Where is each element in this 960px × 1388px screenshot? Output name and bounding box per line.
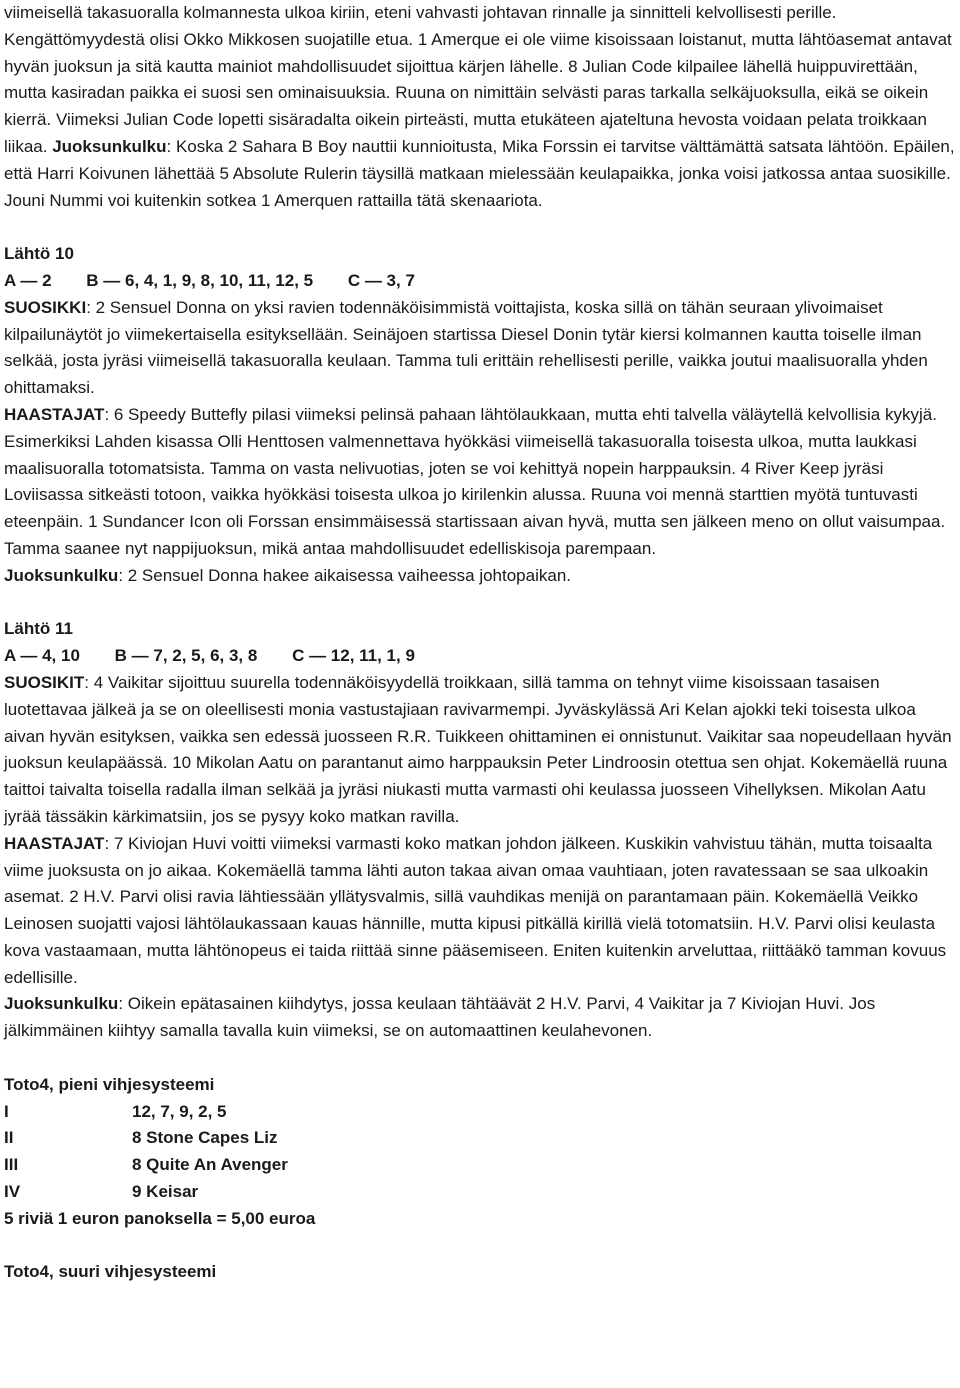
suosikit-label: SUOSIKIT (4, 672, 85, 692)
toto4-row-num: I (4, 1101, 9, 1121)
race-11-suosikit (4, 670, 960, 831)
haastajat-label: HAASTAJAT (4, 833, 105, 853)
toto4-row-num: II (4, 1128, 14, 1148)
race-10-group-b: B — 6, 4, 1, 9, 8, 10, 11, 12, 5 (86, 270, 314, 290)
race-11-groups (4, 643, 960, 670)
juoksunkulku-label: Juoksunkulku (4, 565, 119, 585)
juoksunkulku-label: Juoksunkulku (4, 994, 119, 1014)
juoksunkulku-text: : 2 Sensuel Donna hakee aikaisessa vaiheessa johtopaikan. (118, 565, 572, 585)
toto4-row-value: 8 Stone Capes Liz (132, 1128, 278, 1148)
suosikki-label: SUOSIKKI (4, 297, 87, 317)
race-11-haastajat (4, 831, 960, 992)
toto4-large-title: Toto4, suuri vihjesysteemi (4, 1262, 217, 1282)
juoksunkulku-label: Juoksunkulku (52, 136, 167, 156)
race-11-group-b: B — 7, 2, 5, 6, 3, 8 (114, 646, 258, 666)
juoksunkulku-text: : Koska 2 Sahara B Boy nauttii kunnioitusta, Mika Forssin ei tarvitse välttämättä satsata lähtöön. Epäilen, että Harri Koivunen lähettää 5 Absolute Rulerin täysillä matkaan mielessään keulapaikka, jonka voisi jatkossa antaa suosikille. Jouni Nummi voi kuitenkin sotkea 1 Amerquen rattailla tätä skenaariota. (4, 136, 955, 210)
race-10-haastajat (4, 402, 960, 563)
race-11-group-c: C — 12, 11, 1, 9 (292, 646, 415, 666)
toto4-row-value: 12, 7, 9, 2, 5 (132, 1101, 227, 1121)
toto4-small-title: Toto4, pieni vihjesysteemi (4, 1074, 215, 1094)
toto4-row-num: III (4, 1155, 19, 1175)
toto4-small-summary: 5 riviä 1 euron panoksella = 5,00 euroa (4, 1208, 316, 1228)
toto4-row (4, 1179, 960, 1206)
race-10-title: Lähtö 10 (4, 244, 74, 264)
haastajat-text: : 6 Speedy Buttefly pilasi viimeksi pelinsä pahaan lähtölaukkaan, mutta ehti talvella väläytellä kelvollisia kykyjä. Esimerkiksi Lahden kisassa Olli Henttosen valmennettava hyökkäsi viimeisellä takasuoralla toisesta ulkoa, mutta laukkasi maalisuoralla totomatsista. Tamma on vasta nelivuotias, joten se voi kehittyä nopein harppauksin. 4 River Keep jyräsi Loviisassa sitkeästi totoon, vaikka hyökkäsi toisesta ulkoa jo kirilenkin alussa. Ruuna voi mennä starttien myötä tuntuvasti eteenpäin. 1 Sundancer Icon oli Forssan ensimmäisessä startissaan aivan hyvä, mutta sen jälkeen meno on ollut vaisumpaa. Tamma saanee nyt nappijuoksun, mikä antaa mahdollisuudet edelliskisoja parempaan. (4, 404, 946, 558)
race-10-suosikki (4, 295, 960, 402)
race-10-groups (4, 268, 960, 295)
race-11-title: Lähtö 11 (4, 619, 73, 639)
suosikki-text: : 2 Sensuel Donna on yksi ravien todennäköisimmistä voittajista, koska sillä on tähän seuraan ylivoimaiset kilpailunäytöt jo viimekertaisella esityksellään. Seinäjoen startissa Diesel Donin tytär kiersi kolmannen kautta toiselle ilman selkää, josta jyräsi viimeisellä takasuoralla keulaan. Tamma tuli erittäin rehellisesti perille, vaikka joutui maalisuoralla yhden ohittamaksi. (4, 297, 928, 398)
race-10-juoksunkulku (4, 563, 960, 590)
race-10-group-c: C — 3, 7 (347, 270, 415, 290)
toto4-row-value: 8 Quite An Avenger (132, 1155, 288, 1175)
toto4-row (4, 1099, 960, 1126)
intro-paragraph (4, 0, 960, 214)
toto4-row-num: IV (4, 1182, 21, 1202)
intro-text: viimeisellä takasuoralla kolmannesta ulkoa kiriin, eteni vahvasti johtavan rinnalle ja sinnitteli kelvollisesti perille. Kengättömyydestä olisi Okko Mikkosen suojatille etua. 1 Amerque ei ole viime kisoissaan loistanut, mutta lähtöasemat antavat hyvän juoksun ja sitä kautta mainiot mahdollisuudet sijoittua kärjen lähelle. 8 Julian Code kilpailee lähellä huippuvirettään, mutta kasiradan paikka ei suosi sen ominaisuuksia. Ruuna on nimittäin selvästi paras tarkalla selkäjuoksulla, eikä se oikein kierrä. Viimeksi Julian Code lopetti sisäradalta oikein pirteästi, mutta etukäteen ajateltuna hevosta voidaan pelata troikkaan liikaa. (4, 3, 952, 156)
race-10-group-a: A — 2 (4, 270, 52, 290)
haastajat-label: HAASTAJAT (4, 404, 105, 424)
toto4-row-value: 9 Keisar (132, 1182, 199, 1202)
toto4-row (4, 1152, 960, 1179)
race-11-group-a: A — 4, 10 (4, 646, 80, 666)
race-11-juoksunkulku (4, 991, 960, 1045)
haastajat-text: : 7 Kiviojan Huvi voitti viimeksi varmasti koko matkan johdon jälkeen. Kuskikin vahvistuu tähän, mutta toisaalta viime juoksusta on jo aikaa. Kokemäellä tamma lähti auton takaa aivan omaa vauhtiaan, joten ravatessaan se saa ulkoakin asemat. 2 H.V. Parvi olisi ravia lähtiessään yllätysvalmis, sillä vauhdikas menijä on parantamaan päin. Kokemäellä Veikko Leinosen suojatti vajosi lähtölaukassaan kauas hännille, mutta kipusi pitkällä kirillä vielä totomatsiin. H.V. Parvi olisi keulasta kova vastaamaan, mutta lähtönopeus ei taida riittää sinne pääsemiseen. Eniten kuitenkin arveluttaa, riittääkö tamman kovuus edellisille. (4, 833, 947, 987)
suosikit-text: : 4 Vaikitar sijoittuu suurella todennäköisyydellä troikkaan, sillä tamma on tehnyt viime kisoissaan tasaisen luotettavaa jälkeä ja se on oleellisesti monia vastustajiaan ravivarmempi. Jyväskylässä Ari Kelan ajokki teki toisesta ulkoa aivan hyvän esityksen, vaikka sen edessä juosseen R.R. Tuikkeen ohittaminen ei onnistunut. Vaikitar saa nopeudellaan hyvän juoksun keulapäässä. 10 Mikolan Aatu on parantanut aimo harppauksin Peter Lindroosin otettua sen ohjat. Kokemäellä ruuna taittoi taivalta toisella radalla ilman selkää ja jyräsi niukasti mutta varmasti ohi keulassa juosseen Vihellyksen. Mikolan Aatu jyrää tässäkin kärkimatsiin, jos se pysyy koko matkan ravilla. (4, 672, 952, 826)
toto4-row (4, 1125, 960, 1152)
juoksunkulku-text: : Oikein epätasainen kiihdytys, jossa keulaan tähtäävät 2 H.V. Parvi, 4 Vaikitar ja 7 Kiviojan Huvi. Jos jälkimmäinen kiihtyy samalla tavalla kuin viimeksi, se on automaattinen keulahevonen. (4, 994, 876, 1041)
